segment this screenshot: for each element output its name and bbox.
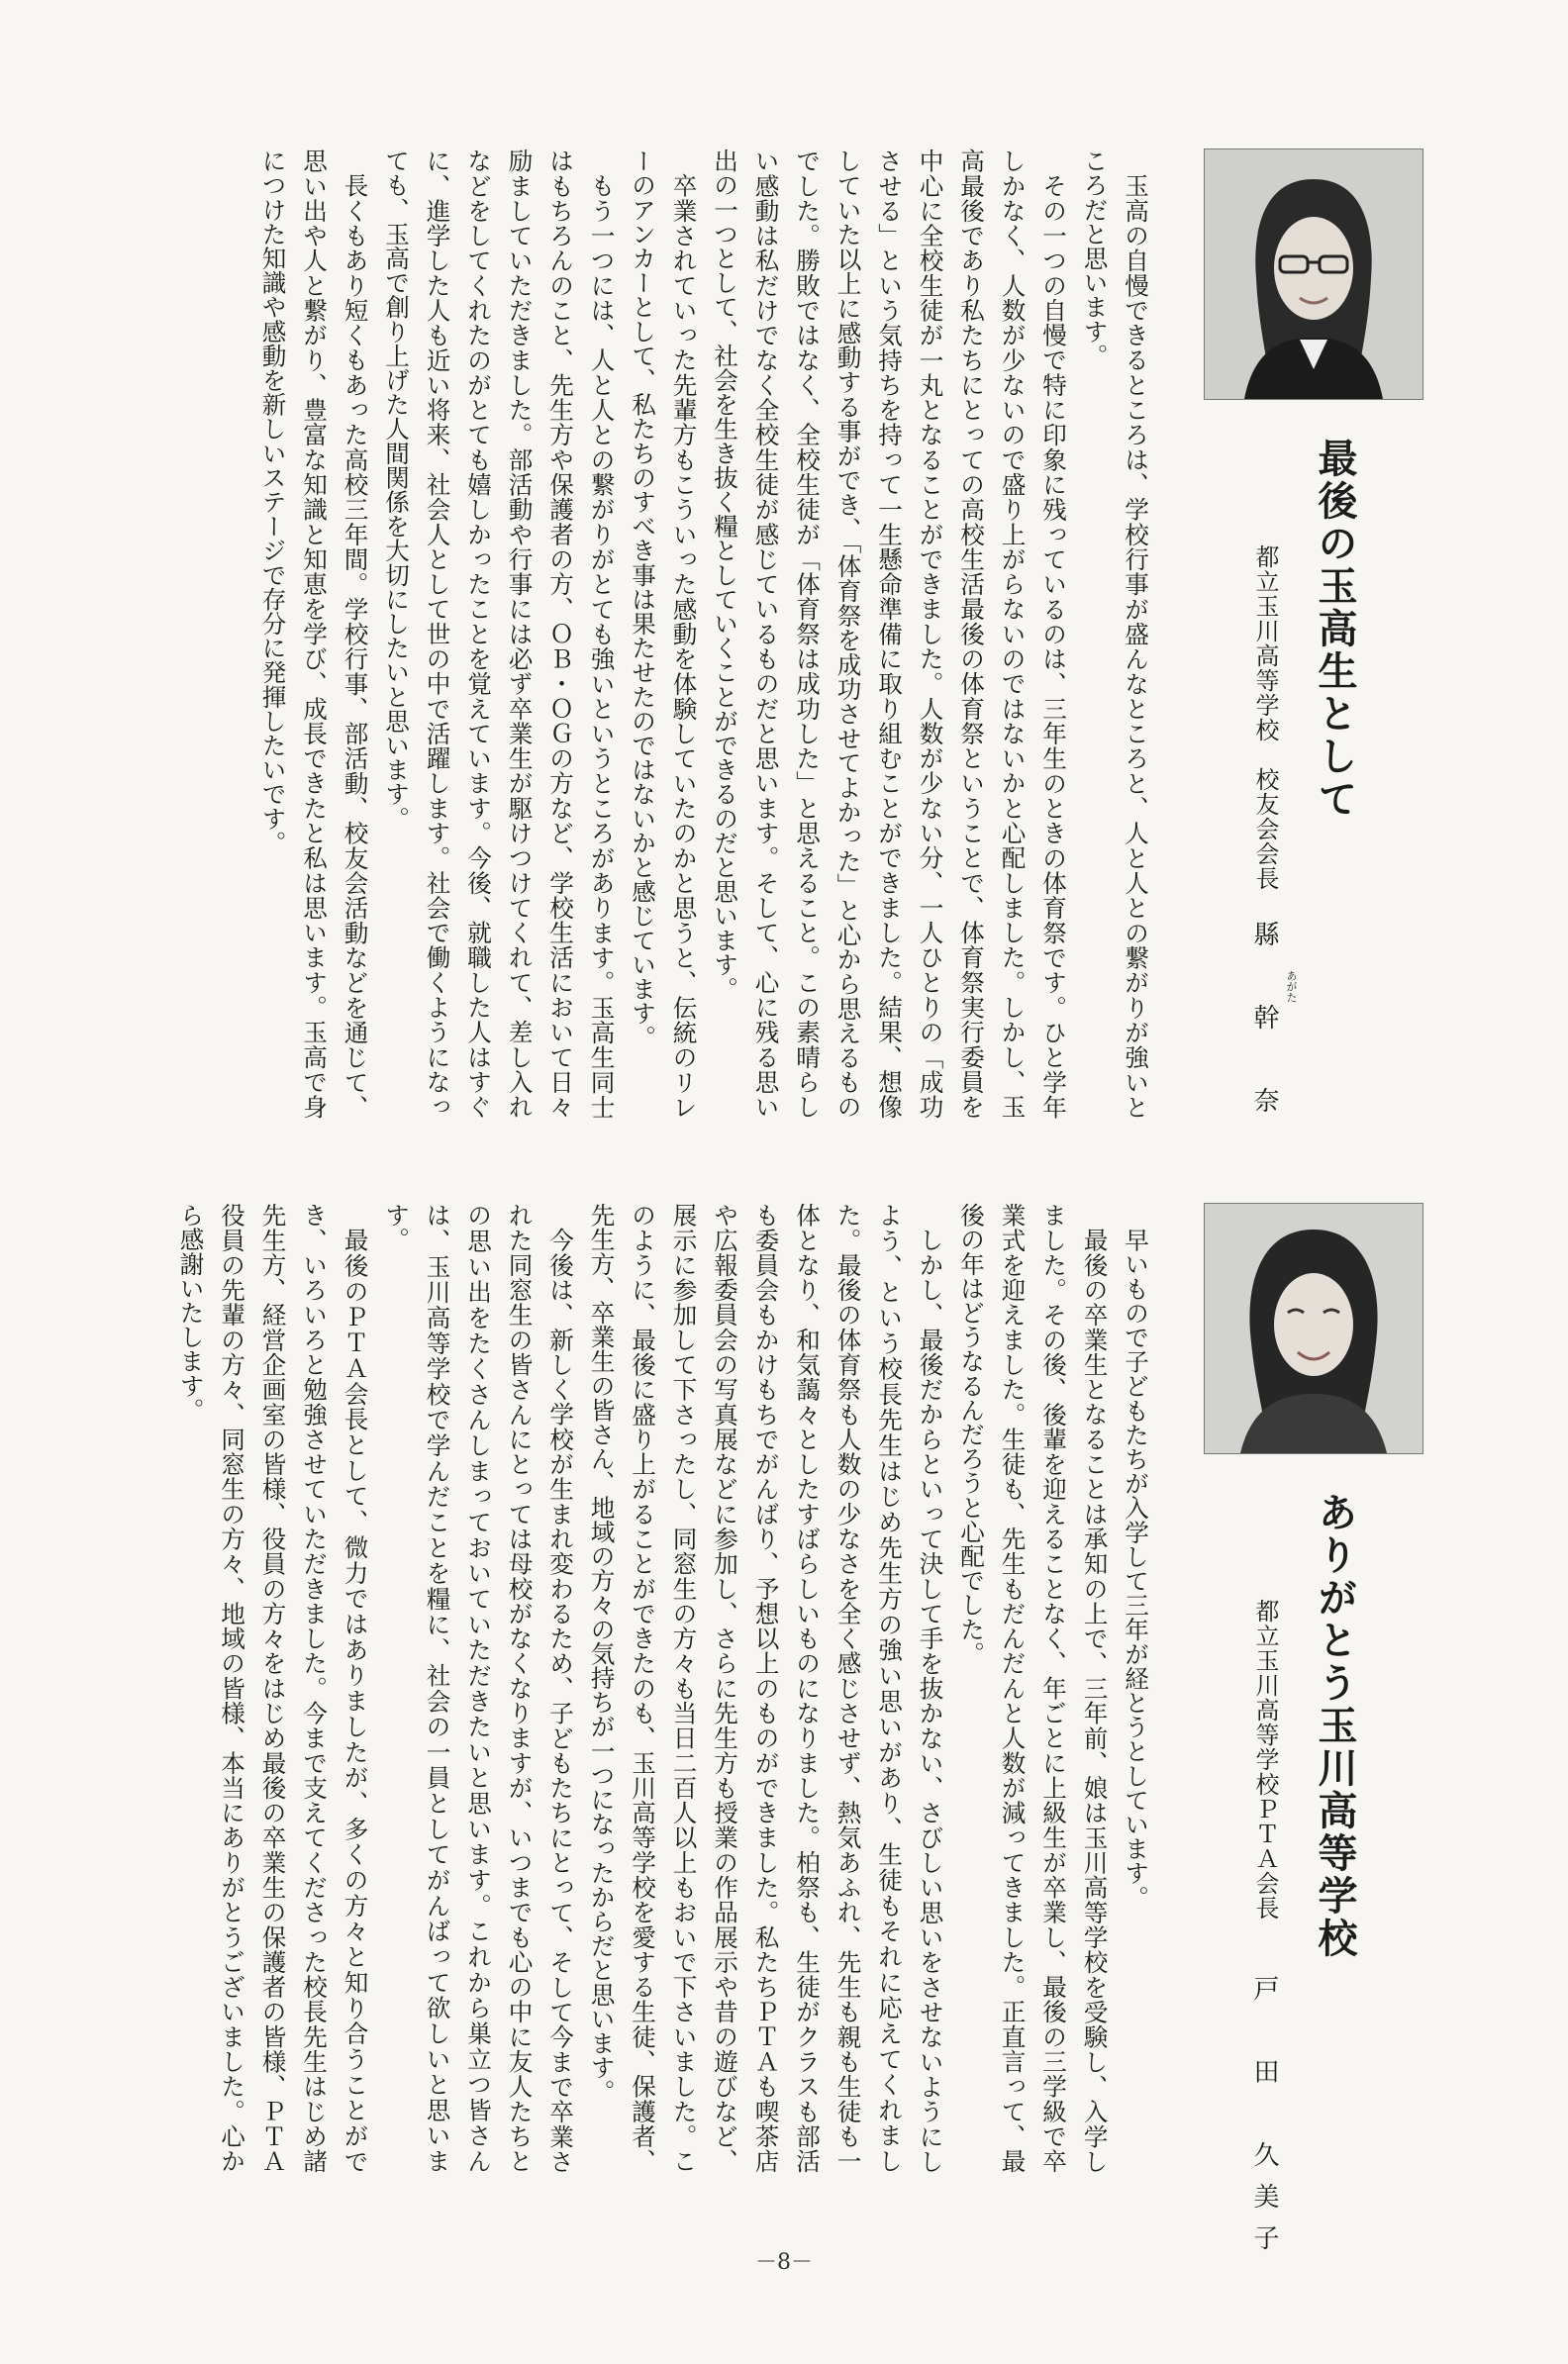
author-name: 戸 田 久美子 [1249,1975,1279,2266]
portrait-icon [1205,149,1422,399]
article-title: ありがとう玉川高等学校 [1312,1492,1358,1960]
paragraph: しかし、最後だからといって決して手を抜かない、さびしい思いをさせないようにしよう、という校長先生はじめ先生方の強い思いがあり、生徒もそれに応えてくれました。最後の体育祭も人数の少なさを全く感じさせず、熱気あふれ、先生も親も生徒も一体となり、和気藹々としたすばらしいものになりました。柏祭も、生徒がクラスも部活も委員会もかけもちでがんばり、予想以上のものができました。私たちＰＴＡも喫茶店や広報委員会の写真展などに参加し、さらに先生方も授業の作品展示や昔の遊びなど、展示に参加して下さったし、同窓生の方々も当日二百人以上もおいで下さいました。このように、最後に盛り上がることができたのも、玉川高等学校を愛する生徒、保護者、先生方、卒業生の皆さん、地域の方々の気持ちが一つになったからだと思います。 [587,1203,945,2173]
paragraph: 早いもので子どもたちが入学して三年が経とうとしています。 [1122,1227,1150,1910]
article-body [117,1203,1156,2173]
paragraph: その一つの自慢で特に印象に残っているのは、三年生のときの体育祭です。ひと学年しかなく、人数が少ないので盛り上がらないのではないかと心配しました。しかし、玉高最後であり私たちにとっての高校生活最後の体育祭ということで、体育祭実行委員を中心に全校生徒が一丸となることができました。人数が少ない分、一人ひとりの「成功させる」という気持ちを持って一生懸命準備に取り組むことができました。結果、想像していた以上に感動する事ができ、「体育祭を成功させてよかった」と心から思えるものでした。勝敗ではなく、全校生徒が「体育祭は成功した」と思えること。この素晴らしい感動は私だけでなく全校生徒が感じているものだと思います。そして、心に残る思い出の一つとして、社会を生き抜く糧としていくことができるのだと思います。 [711,148,1068,1119]
portrait-icon [1205,1204,1422,1453]
name-ruby: あがた [1285,970,1298,1003]
paragraph: 長くもあり短くもあった高校三年間。学校行事、部活動、校友会活動などを通じて、思い出や人と繋がり、豊富な知識と知恵を学び、成長できたと私は思います。玉高で身につけた知識や感動を新しいステージで存分に発揮したいです。 [258,148,370,1119]
article-pta-president [107,1203,1423,2266]
paragraph: もう一つには、人と人との繋がりがとても強いというところがあります。玉高生同士はもちろんのこと、先生方や保護者の方、ＯＢ・ＯＧの方など、学校生活において日々励ましていただきました。部活動や行事には必ず卒業生が駆けつけてくれて、差し入れなどをしてくれたのがとても嬉しかったことを覚えています。今後、就職した人はすぐに、進学した人も近い将来、社会人として世の中で活躍します。社会で働くようになっても、玉高で創り上げた人間関係を大切にしたいと思います。 [382,148,617,1119]
portrait-photo [1204,1203,1423,1454]
paragraph: 最後の卒業生となることは承知の上で、三年前、娘は玉川高等学校を受験し、入学しました。その後、後輩を迎えることなく、年ごとに上級生が卒業し、最後の三学級で卒業式を迎えました。生徒も、先生もだんだんと人数が減ってきました。正直言って、最後の年はどうなるんだろうと心配でした。 [957,1203,1110,2173]
paragraph: 卒業されていった先輩方もこういった感動を体験していたのかと思うと、伝統のリレーのアンカーとして、私たちのすべき事は果たせたのではないかと感じています。 [629,148,699,1119]
article-alumni-president [107,148,1423,1138]
paragraph: 今後は、新しく学校が生まれ変わるため、子どもたちにとって、そして今まで卒業された同窓生の皆さんにとっては母校がなくなりますが、いつまでも心の中に友人たちとの思い出をたくさんしまっておいていただきたいと思います。これから巣立つ皆さんは、玉川高等学校で学んだことを糧に、社会の一員としてがんばって欲しいと思います。 [382,1203,575,2173]
page-number: －8－ [755,2250,813,2275]
paragraph: 玉高の自慢できるところは、学校行事が盛んなところと、人と人との繋がりが強いところだと思います。 [1080,148,1150,1119]
article-body [117,148,1156,1119]
portrait-photo [1204,148,1423,400]
author-name: 縣 幹 奈 [1249,921,1279,1129]
author-affiliation: 都立玉川高等学校ＰＴＡ会長 [1251,1599,1279,1921]
article-title: 最後の玉高生として [1312,438,1358,821]
author-affiliation: 都立玉川高等学校 校友会会長 [1251,544,1279,891]
paragraph: 最後のＰＴＡ会長として、微力ではありましたが、多くの方々と知り合うことができ、いろいろと勉強させていただきました。今まで支えてくださった校長先生はじめ諸先生方、経営企画室の皆様、役員の方々をはじめ最後の卒業生の保護者の皆様、ＰＴＡ役員の先輩の方々、同窓生の方々、地域の皆様、本当にありがとうございました。心から感謝いたします。 [176,1203,370,2173]
